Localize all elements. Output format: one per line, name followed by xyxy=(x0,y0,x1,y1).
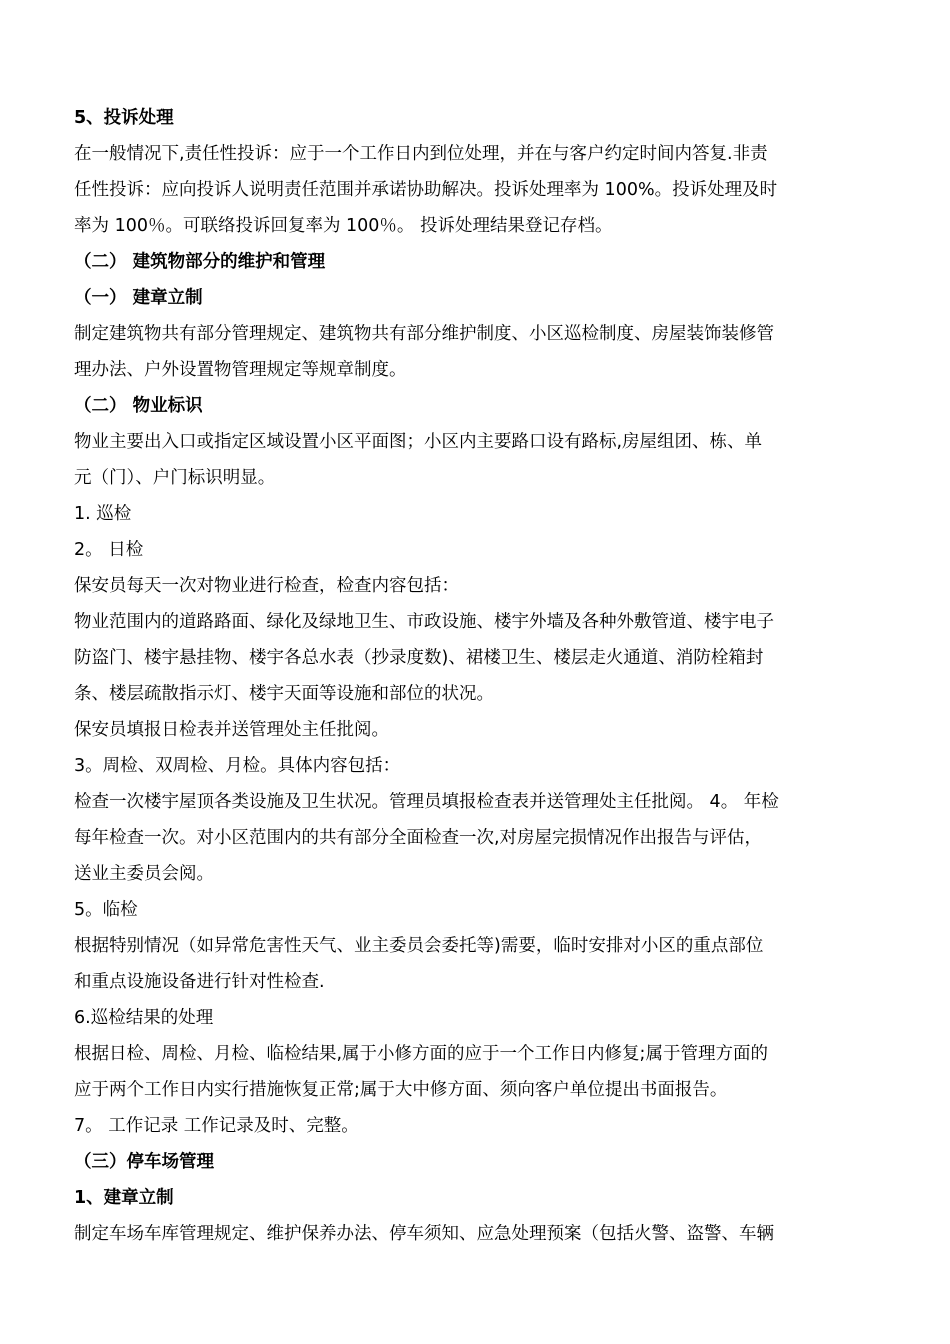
document-body xyxy=(74,100,854,1252)
paragraph-line: 送业主委员会阅。 xyxy=(74,864,214,884)
list-item-heading: 2。 日检 xyxy=(74,540,144,560)
section-heading: 5、投诉处理 xyxy=(74,108,174,128)
paragraph-line: 率为 100％。可联络投诉回复率为 100％。 投诉处理结果登记存档。 xyxy=(74,216,613,236)
paragraph-line: 在一般情况下,责任性投诉：应于一个工作日内到位处理，并在与客户约定时间内答复.非责 xyxy=(74,144,768,164)
paragraph-line: 条、楼层疏散指示灯、楼宇天面等设施和部位的状况。 xyxy=(74,684,494,704)
list-item-heading: 6.巡检结果的处理 xyxy=(74,1008,214,1028)
list-item-heading: 3。周检、双周检、月检。具体内容包括： xyxy=(74,756,401,776)
paragraph-line: 保安员填报日检表并送管理处主任批阅。 xyxy=(74,720,389,740)
paragraph-line: 物业范围内的道路路面、绿化及绿地卫生、市政设施、楼宇外墙及各种外敷管道、楼宇电子 xyxy=(74,612,774,632)
paragraph-line: 检查一次楼宇屋顶各类设施及卫生状况。管理员填报检查表并送管理处主任批阅。 4。 年检 xyxy=(74,792,779,812)
list-item-heading: 1. 巡检 xyxy=(74,504,132,524)
paragraph-line: 理办法、户外设置物管理规定等规章制度。 xyxy=(74,360,407,380)
paragraph-line: 制定建筑物共有部分管理规定、建筑物共有部分维护制度、小区巡检制度、房屋装饰装修管 xyxy=(74,324,774,344)
paragraph-line: 应于两个工作日内实行措施恢复正常;属于大中修方面、须向客户单位提出书面报告。 xyxy=(74,1080,728,1100)
paragraph-line: 根据日检、周检、月检、临检结果,属于小修方面的应于一个工作日内修复;属于管理方面的 xyxy=(74,1044,768,1064)
list-item-heading: 5。临检 xyxy=(74,900,138,920)
section-heading: （三）停车场管理 xyxy=(74,1152,214,1172)
paragraph-line: 保安员每天一次对物业进行检查，检查内容包括： xyxy=(74,576,459,596)
paragraph-line: 每年检查一次。对小区范围内的共有部分全面检查一次,对房屋完损情况作出报告与评估， xyxy=(74,828,763,848)
section-heading: （二） 物业标识 xyxy=(74,396,203,416)
paragraph-line: 根据特别情况（如异常危害性天气、业主委员会委托等)需要，临时安排对小区的重点部位 xyxy=(74,936,764,956)
section-heading: （一） 建章立制 xyxy=(74,288,203,308)
paragraph-line: 防盗门、楼宇悬挂物、楼宇各总水表（抄录度数)、裙楼卫生、楼层走火通道、消防栓箱封 xyxy=(74,648,764,668)
paragraph-line: 制定车场车库管理规定、维护保养办法、停车须知、应急处理预案（包括火警、盗警、车辆 xyxy=(74,1224,774,1244)
paragraph-line: 元（门）、户门标识明显。 xyxy=(74,468,276,488)
paragraph-line: 任性投诉：应向投诉人说明责任范围并承诺协助解决。投诉处理率为 100%。投诉处理及时 xyxy=(74,180,778,200)
list-item-heading: 7。 工作记录 工作记录及时、完整。 xyxy=(74,1116,359,1136)
section-heading: 1、建章立制 xyxy=(74,1188,174,1208)
paragraph-line: 和重点设施设备进行针对性检查. xyxy=(74,972,325,992)
section-heading: （二） 建筑物部分的维护和管理 xyxy=(74,252,326,272)
paragraph-line: 物业主要出入口或指定区域设置小区平面图；小区内主要路口设有路标,房屋组团、栋、单 xyxy=(74,432,763,452)
